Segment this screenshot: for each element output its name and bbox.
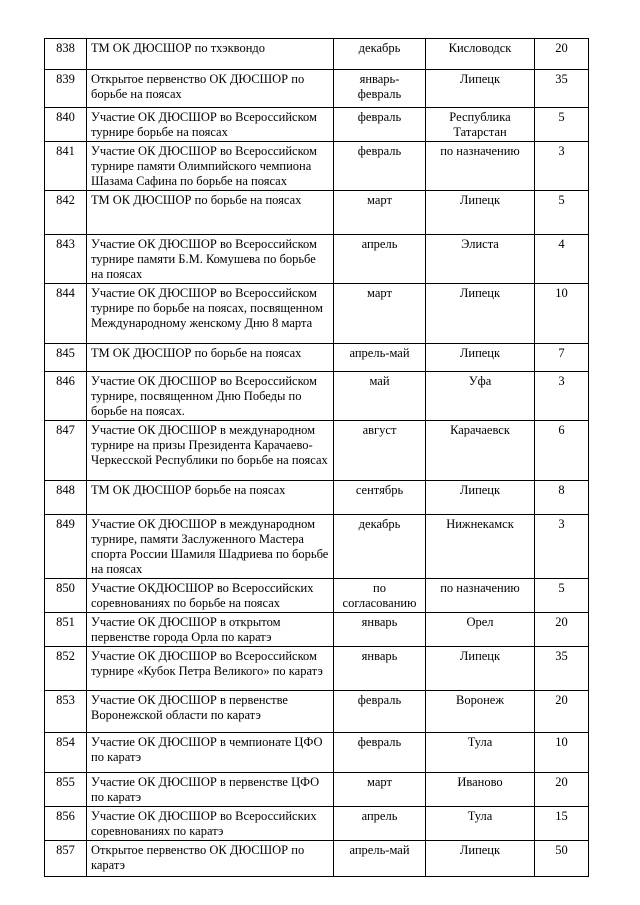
event-name: Участие ОК ДЮСШОР в чемпионате ЦФО по каратэ (87, 733, 334, 773)
event-name: Участие ОК ДЮСШОР во Всероссийских соревнованиях по каратэ (87, 807, 334, 841)
event-place: Липецк (426, 284, 535, 344)
event-date: по согласованию (334, 579, 426, 613)
event-date: апрель-май (334, 841, 426, 877)
participant-count: 20 (535, 613, 589, 647)
table-row (45, 515, 589, 579)
event-name: Участие ОК ДЮСШОР во Всероссийском турнире памяти Олимпийского чемпиона Шазама Сафина по борьбе на поясах (87, 142, 334, 191)
event-place: Элиста (426, 235, 535, 284)
event-date: август (334, 421, 426, 481)
row-number: 843 (45, 235, 87, 284)
table-row (45, 481, 589, 515)
event-date: декабрь (334, 515, 426, 579)
event-date: март (334, 773, 426, 807)
row-number: 838 (45, 39, 87, 70)
participant-count: 3 (535, 515, 589, 579)
event-place: Иваново (426, 773, 535, 807)
row-number: 842 (45, 191, 87, 235)
event-date: март (334, 191, 426, 235)
row-number: 849 (45, 515, 87, 579)
event-date: апрель (334, 235, 426, 284)
participant-count: 5 (535, 191, 589, 235)
participant-count: 50 (535, 841, 589, 877)
event-place: Тула (426, 733, 535, 773)
participant-count: 20 (535, 773, 589, 807)
event-date: январь (334, 647, 426, 691)
table-row (45, 284, 589, 344)
row-number: 839 (45, 70, 87, 108)
participant-count: 10 (535, 733, 589, 773)
event-date: сентябрь (334, 481, 426, 515)
event-date: апрель-май (334, 344, 426, 372)
table-row (45, 691, 589, 733)
event-place: Орел (426, 613, 535, 647)
row-number: 844 (45, 284, 87, 344)
event-name: Участие ОК ДЮСШОР в первенстве ЦФО по каратэ (87, 773, 334, 807)
event-name: ТМ ОК ДЮСШОР по тхэквондо (87, 39, 334, 70)
event-place: Нижнекамск (426, 515, 535, 579)
event-place: Липецк (426, 191, 535, 235)
table-row (45, 647, 589, 691)
participant-count: 35 (535, 647, 589, 691)
participant-count: 20 (535, 691, 589, 733)
event-place: Тула (426, 807, 535, 841)
table-row (45, 733, 589, 773)
table-row (45, 191, 589, 235)
participant-count: 20 (535, 39, 589, 70)
participant-count: 8 (535, 481, 589, 515)
table-row (45, 235, 589, 284)
participant-count: 6 (535, 421, 589, 481)
table-row (45, 108, 589, 142)
event-date: февраль (334, 733, 426, 773)
table-row (45, 421, 589, 481)
event-date: январь (334, 613, 426, 647)
event-place: Кисловодск (426, 39, 535, 70)
event-name: ТМ ОК ДЮСШОР по борьбе на поясах (87, 344, 334, 372)
event-date: февраль (334, 108, 426, 142)
row-number: 848 (45, 481, 87, 515)
participant-count: 5 (535, 108, 589, 142)
event-name: Участие ОК ДЮСШОР во Всероссийском турнире памяти Б.М. Комушева по борьбе на поясах (87, 235, 334, 284)
event-place: Липецк (426, 481, 535, 515)
event-place: Липецк (426, 70, 535, 108)
event-date: январь-февраль (334, 70, 426, 108)
event-name: Участие ОК ДЮСШОР в первенстве Воронежской области по каратэ (87, 691, 334, 733)
participant-count: 4 (535, 235, 589, 284)
event-place: Липецк (426, 344, 535, 372)
event-date: февраль (334, 142, 426, 191)
event-name: Участие ОК ДЮСШОР во Всероссийском турнире по борьбе на поясах, посвященном Международному женскому Дню 8 марта (87, 284, 334, 344)
event-place: Липецк (426, 841, 535, 877)
event-name: Участие ОК ДЮСШОР во Всероссийском турнире борьбе на поясах (87, 108, 334, 142)
table-row (45, 39, 589, 70)
table-row (45, 613, 589, 647)
event-name: ТМ ОК ДЮСШОР по борьбе на поясах (87, 191, 334, 235)
event-name: Открытое первенство ОК ДЮСШОР по каратэ (87, 841, 334, 877)
event-date: декабрь (334, 39, 426, 70)
table-row (45, 841, 589, 877)
row-number: 846 (45, 372, 87, 421)
event-place: Уфа (426, 372, 535, 421)
event-name: Участие ОКДЮСШОР во Всероссийских соревнованиях по борьбе на поясах (87, 579, 334, 613)
participant-count: 5 (535, 579, 589, 613)
table-row (45, 773, 589, 807)
event-name: Открытое первенство ОК ДЮСШОР по борьбе на поясах (87, 70, 334, 108)
participant-count: 10 (535, 284, 589, 344)
table-row (45, 372, 589, 421)
participant-count: 3 (535, 142, 589, 191)
row-number: 847 (45, 421, 87, 481)
event-name: Участие ОК ДЮСШОР в открытом первенстве города Орла по каратэ (87, 613, 334, 647)
row-number: 854 (45, 733, 87, 773)
event-place: Карачаевск (426, 421, 535, 481)
row-number: 850 (45, 579, 87, 613)
row-number: 856 (45, 807, 87, 841)
event-name: Участие ОК ДЮСШОР во Всероссийском турнире, посвященном Дню Победы по борьбе на поясах. (87, 372, 334, 421)
event-place: Воронеж (426, 691, 535, 733)
row-number: 840 (45, 108, 87, 142)
event-place: по назначению (426, 142, 535, 191)
row-number: 857 (45, 841, 87, 877)
event-name: Участие ОК ДЮСШОР в международном турнире, памяти Заслуженного Мастера спорта России Шамиля Шадриева по борьбе на поясах (87, 515, 334, 579)
row-number: 853 (45, 691, 87, 733)
event-place: Липецк (426, 647, 535, 691)
event-date: май (334, 372, 426, 421)
row-number: 841 (45, 142, 87, 191)
event-name: ТМ ОК ДЮСШОР борьбе на поясах (87, 481, 334, 515)
table-row (45, 807, 589, 841)
event-date: февраль (334, 691, 426, 733)
event-name: Участие ОК ДЮСШОР во Всероссийском турнире «Кубок Петра Великого» по каратэ (87, 647, 334, 691)
event-place: по назначению (426, 579, 535, 613)
row-number: 852 (45, 647, 87, 691)
events-table (44, 38, 589, 877)
event-name: Участие ОК ДЮСШОР в международном турнире на призы Президента Карачаево-Черкесской Республики по борьбе на поясах (87, 421, 334, 481)
table-row (45, 579, 589, 613)
event-place: Республика Татарстан (426, 108, 535, 142)
row-number: 851 (45, 613, 87, 647)
table-row (45, 142, 589, 191)
participant-count: 7 (535, 344, 589, 372)
table-row (45, 344, 589, 372)
table-row (45, 70, 589, 108)
participant-count: 15 (535, 807, 589, 841)
participant-count: 3 (535, 372, 589, 421)
event-date: апрель (334, 807, 426, 841)
row-number: 855 (45, 773, 87, 807)
participant-count: 35 (535, 70, 589, 108)
event-date: март (334, 284, 426, 344)
row-number: 845 (45, 344, 87, 372)
